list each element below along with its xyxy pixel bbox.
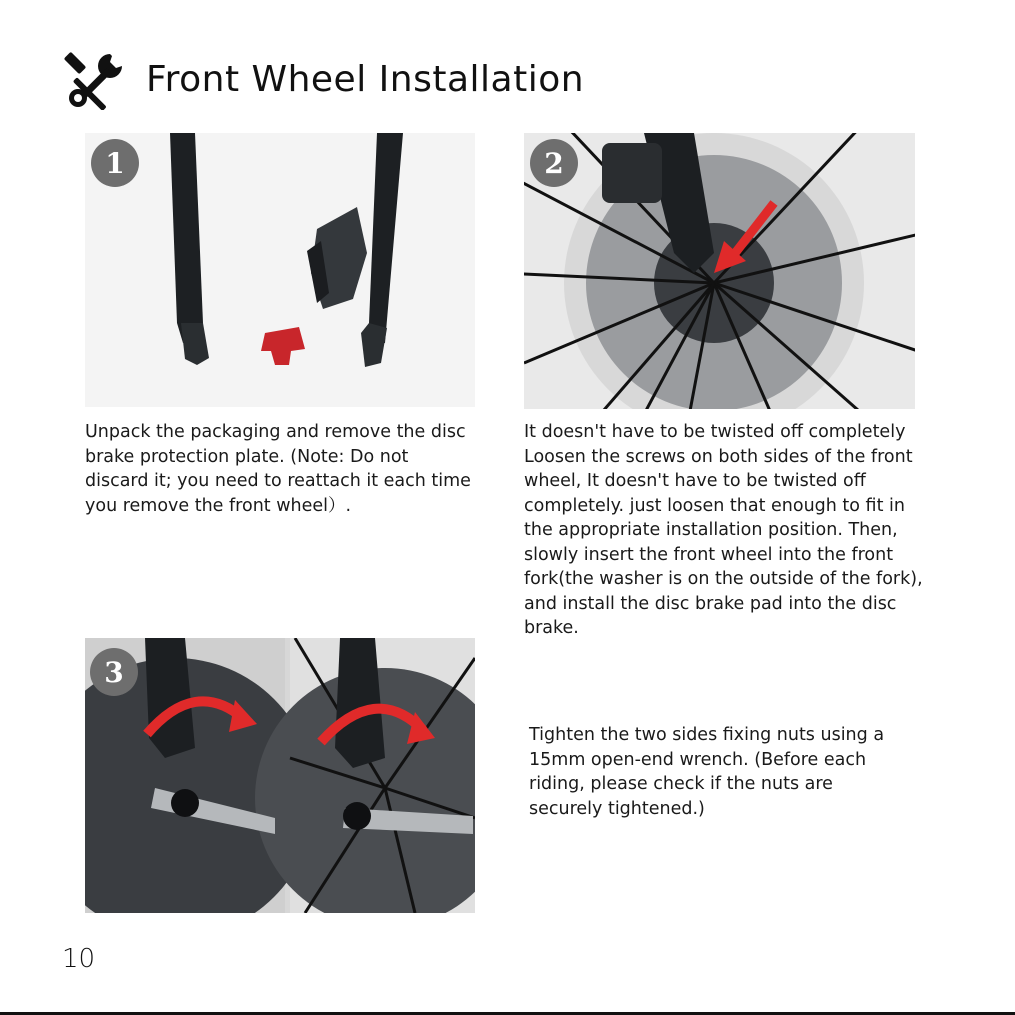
page-header xyxy=(64,50,584,110)
page-number: 10 xyxy=(62,944,96,974)
step-badge-1: 1 xyxy=(91,139,139,187)
disc-brake-screw-photo xyxy=(524,133,915,409)
step-2-instructions: It doesn't have to be twisted off completely Loosen the screws on both sides of the front wheel, It doesn't have to be twisted off completely. just loosen that enough to fit in the appropriate installation position. Then, slowly insert the front wheel into the front fork(the washer is on the outside of the fork), and install the disc brake pad into the disc brake. xyxy=(524,422,923,638)
step-badge-2: 2 xyxy=(530,139,578,187)
step-3-instructions: Tighten the two sides fixing nuts using a 15mm open-end wrench. (Before each riding, please check if the nuts are securely tightened.) xyxy=(529,725,885,819)
step-1-instructions: Unpack the packaging and remove the disc brake protection plate. (Note: Do not discard it; you need to reattach it each time you remove the front wheel）. xyxy=(85,422,471,516)
wrench-tightening-photo xyxy=(85,638,475,913)
fork-and-brake-plate-photo xyxy=(85,133,475,407)
tools-icon xyxy=(64,50,126,110)
page-title: Front Wheel Installation xyxy=(146,59,585,100)
step-badge-3: 3 xyxy=(90,648,138,696)
